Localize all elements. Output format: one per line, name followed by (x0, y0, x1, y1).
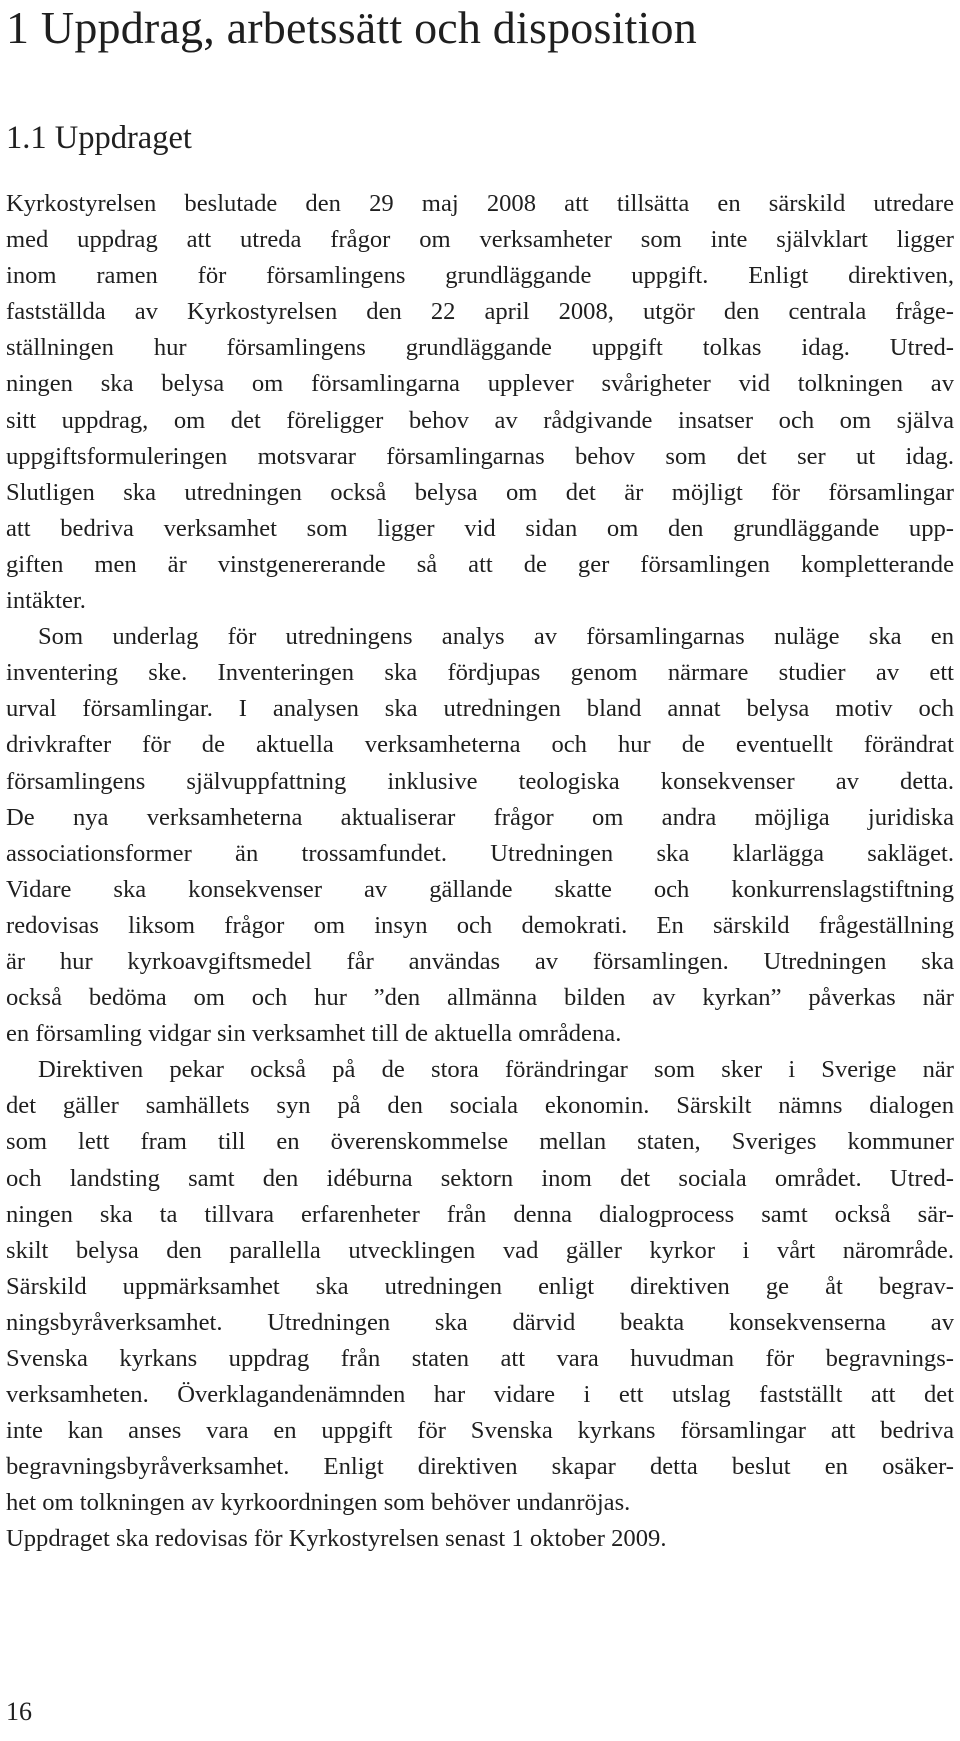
page-number: 16 (6, 1697, 32, 1726)
text-line: uppgiftsformuleringen motsvarar församlingarnas behov som det ser ut idag. (6, 442, 954, 470)
text-line: Uppdraget ska redovisas för Kyrkostyrelsen senast 1 oktober 2009. (6, 1525, 667, 1553)
text-line: Direktiven pekar också på de stora förändringar som sker i Sverige när (38, 1056, 954, 1084)
text-line: intäkter. (6, 587, 86, 615)
text-line: begravningsbyråverksamhet. Enligt direktiven skapar detta beslut en osäker- (6, 1453, 954, 1481)
text-line: sitt uppdrag, om det föreligger behov av rådgivande insatser och om själva (6, 406, 954, 434)
text-line: församlingens självuppfattning inklusive teologiska konsekvenser av detta. (6, 767, 954, 795)
body-text (6, 186, 954, 1558)
text-line: en församling vidgar sin verksamhet till de aktuella områdena. (6, 1020, 622, 1048)
text-line: inventering ske. Inventeringen ska fördjupas genom närmare studier av ett (6, 659, 954, 687)
text-line: ställningen hur församlingens grundläggande uppgift tolkas idag. Utred- (6, 334, 954, 362)
text-line: att bedriva verksamhet som ligger vid sidan om den grundläggande upp- (6, 514, 954, 542)
text-line: som lett fram till en överenskommelse mellan staten, Sveriges kommuner (6, 1128, 954, 1156)
text-line: fastställda av Kyrkostyrelsen den 22 april 2008, utgör den centrala fråge- (6, 298, 954, 326)
text-line: urval församlingar. I analysen ska utredningen bland annat belysa motiv och (6, 695, 954, 723)
text-line: redovisas liksom frågor om insyn och demokrati. En särskild frågeställning (6, 911, 954, 939)
text-line: med uppdrag att utreda frågor om verksamheter som inte självklart ligger (6, 226, 954, 254)
text-line: och landsting samt den idéburna sektorn inom det sociala området. Utred- (6, 1164, 954, 1192)
text-line: inte kan anses vara en uppgift för Svenska kyrkans församlingar att bedriva (6, 1417, 954, 1445)
text-line: giften men är vinstgenererande så att de ger församlingen kompletterande (6, 550, 954, 578)
text-line: Kyrkostyrelsen beslutade den 29 maj 2008 att tillsätta en särskild utredare (6, 190, 954, 217)
text-line: drivkrafter för de aktuella verksamheterna och hur de eventuellt förändrat (6, 731, 954, 759)
text-line: är hur kyrkoavgiftsmedel får användas av församlingen. Utredningen ska (6, 947, 954, 975)
text-line: inom ramen för församlingens grundläggande uppgift. Enligt direktiven, (6, 262, 954, 290)
text-line: Svenska kyrkans uppdrag från staten att vara huvudman för begravnings- (6, 1345, 954, 1372)
section-title: 1.1 Uppdraget (6, 120, 192, 156)
text-line: ningen ska belysa om församlingarna upplever svårigheter vid tolkningen av (6, 370, 954, 398)
text-line: De nya verksamheterna aktualiserar frågor om andra möjliga juridiska (6, 803, 954, 831)
text-line: Särskild uppmärksamhet ska utredningen enligt direktiven ge åt begrav- (6, 1272, 954, 1300)
text-line: det gäller samhällets syn på den sociala ekonomin. Särskilt nämns dialogen (6, 1092, 954, 1120)
text-line: verksamheten. Överklagandenämnden har vidare i ett utslag fastställt att det (6, 1381, 954, 1409)
text-line: Vidare ska konsekvenser av gällande skatte och konkurrenslagstiftning (6, 875, 954, 903)
text-line: associationsformer än trossamfundet. Utredningen ska klarlägga sakläget. (6, 839, 954, 867)
text-line: Som underlag för utredningens analys av församlingarnas nuläge ska en (38, 623, 954, 651)
text-line: ningsbyråverksamhet. Utredningen ska därvid beakta konsekvenserna av (6, 1308, 954, 1336)
text-line: het om tolkningen av kyrkoordningen som behöver undanröjas. (6, 1489, 631, 1517)
chapter-title: 1 Uppdrag, arbetssätt och disposition (6, 2, 697, 53)
text-line: också bedöma om och hur ”den allmänna bilden av kyrkan” påverkas när (6, 984, 954, 1012)
text-line: Slutligen ska utredningen också belysa om det är möjligt för församlingar (6, 478, 954, 506)
text-line: skilt belysa den parallella utvecklingen vad gäller kyrkor i vårt närområde. (6, 1236, 954, 1264)
text-line: ningen ska ta tillvara erfarenheter från denna dialogprocess samt också sär- (6, 1200, 954, 1228)
